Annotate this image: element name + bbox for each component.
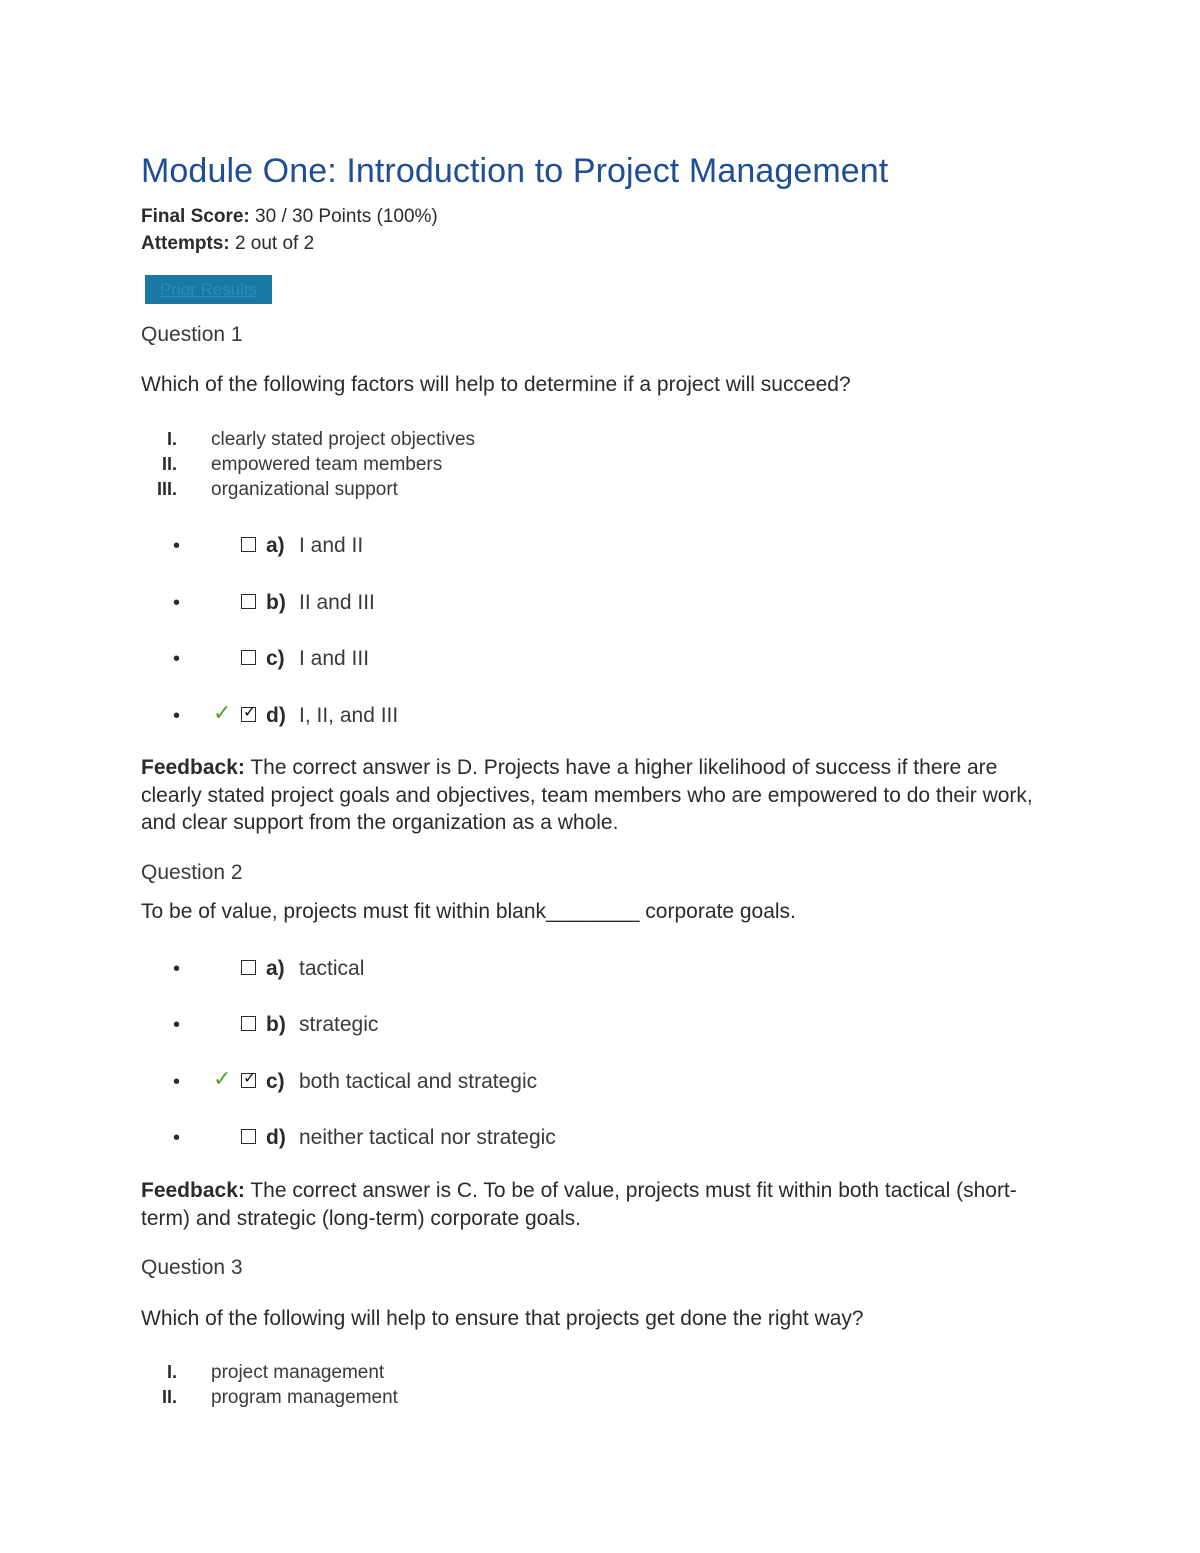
bullet-icon: • <box>173 1127 181 1149</box>
q2-option-a-text: tactical <box>299 957 365 980</box>
checkmark-icon: ✓ <box>243 704 257 721</box>
attempts-line <box>141 233 314 255</box>
q3-roman-2-text: program management <box>211 1387 398 1408</box>
q2-option-d-letter: d) <box>266 1126 286 1149</box>
checkbox-icon[interactable] <box>241 650 256 665</box>
q2-option-c-letter: c) <box>266 1070 285 1093</box>
bullet-icon: • <box>173 705 181 727</box>
feedback-label: Feedback: <box>141 756 245 779</box>
checkmark-icon: ✓ <box>243 1070 257 1087</box>
bullet-icon: • <box>173 648 181 670</box>
question-1-heading: Question 1 <box>141 323 243 346</box>
correct-check-icon: ✓ <box>213 700 232 725</box>
final-score-line <box>141 206 438 228</box>
q1-option-c-letter: c) <box>266 647 285 670</box>
q1-option-c-text: I and III <box>299 647 370 670</box>
feedback-label: Feedback: <box>141 1179 245 1202</box>
q2-option-d-text: neither tactical nor strategic <box>299 1126 556 1149</box>
q1-roman-3-num: III. <box>156 479 177 499</box>
q1-option-b-letter: b) <box>266 591 286 614</box>
bullet-icon: • <box>173 535 181 557</box>
q1-roman-1-text: clearly stated project objectives <box>211 429 476 450</box>
checkbox-icon[interactable] <box>241 594 256 609</box>
bullet-icon: • <box>173 1071 181 1093</box>
checkbox-checked-icon[interactable] <box>241 704 257 722</box>
attempts-value: 2 out of 2 <box>234 233 315 254</box>
q1-roman-1-num: I. <box>166 429 177 449</box>
question-2-feedback <box>141 1177 1061 1232</box>
question-1-text: Which of the following factors will help to determine if a project will succeed? <box>141 373 851 396</box>
q1-option-b-text: II and III <box>299 591 375 614</box>
final-score-value: 30 / 30 Points (100%) <box>255 206 438 227</box>
attempts-label: Attempts: <box>141 233 230 254</box>
checkbox-checked-icon[interactable] <box>241 1070 257 1088</box>
bullet-icon: • <box>173 1014 181 1036</box>
question-3-text: Which of the following will help to ensure that projects get done the right way? <box>141 1307 864 1330</box>
page-title: Module One: Introduction to Project Management <box>141 152 889 190</box>
correct-check-icon: ✓ <box>213 1066 232 1091</box>
prior-results-button[interactable]: Prior Results <box>145 275 272 304</box>
q3-roman-2-num: II. <box>161 1387 177 1407</box>
q1-option-a-letter: a) <box>266 534 285 557</box>
feedback-text: The correct answer is D. Projects have a higher likelihood of success if there are clearly stated project goals and objectives, team members who are empowered to do their work, and clear support from the organization as a whole. <box>141 756 1033 834</box>
q3-roman-1-text: project management <box>211 1362 385 1383</box>
q2-option-b-text: strategic <box>299 1013 379 1036</box>
question-2-heading: Question 2 <box>141 861 243 884</box>
final-score-label: Final Score: <box>141 206 250 227</box>
checkbox-icon[interactable] <box>241 1016 256 1031</box>
q1-option-a-text: I and II <box>299 534 364 557</box>
bullet-icon: • <box>173 958 181 980</box>
checkbox-icon[interactable] <box>241 1129 256 1144</box>
bullet-icon: • <box>173 592 181 614</box>
question-2-text: To be of value, projects must fit within blank________ corporate goals. <box>141 900 796 923</box>
q1-option-d-text: I, II, and III <box>299 704 399 727</box>
q3-roman-1-num: I. <box>166 1362 177 1382</box>
q2-option-b-letter: b) <box>266 1013 286 1036</box>
q1-roman-2-text: empowered team members <box>211 454 443 475</box>
q2-option-a-letter: a) <box>266 957 285 980</box>
checkbox-icon[interactable] <box>241 960 256 975</box>
q1-roman-2-num: II. <box>161 454 177 474</box>
question-3-heading: Question 3 <box>141 1256 243 1279</box>
checkbox-icon[interactable] <box>241 537 256 552</box>
feedback-text: The correct answer is C. To be of value, projects must fit within both tactical (short-term) and strategic (long-term) corporate goals. <box>141 1179 1017 1230</box>
q1-roman-3-text: organizational support <box>211 479 398 500</box>
q2-option-c-text: both tactical and strategic <box>299 1070 538 1093</box>
question-1-feedback <box>141 754 1061 837</box>
q1-option-d-letter: d) <box>266 704 286 727</box>
